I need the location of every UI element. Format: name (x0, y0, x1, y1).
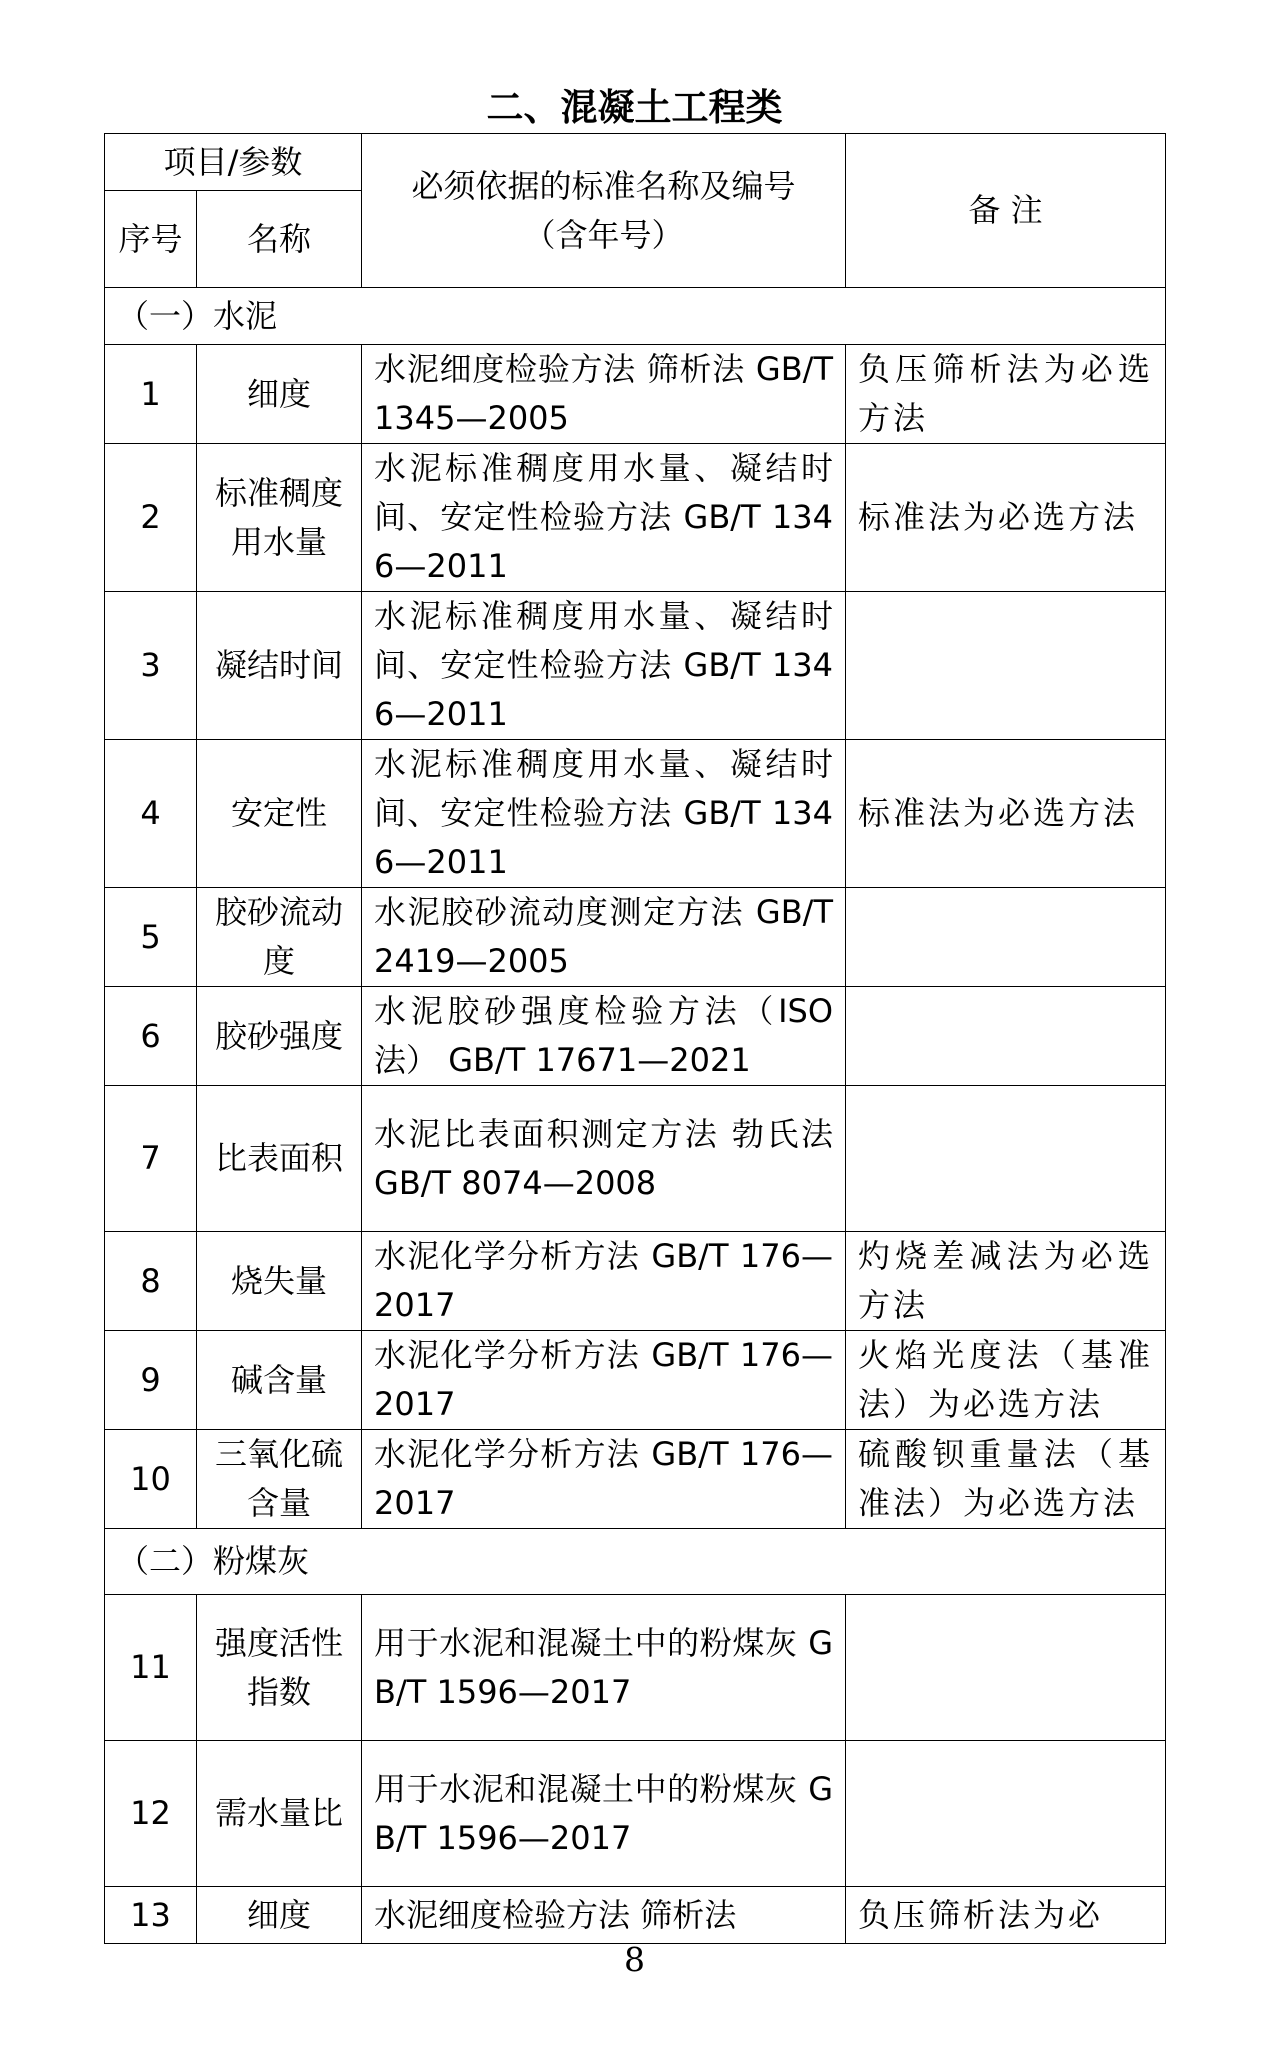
row-number: 1 (105, 345, 197, 444)
row-number: 5 (105, 888, 197, 987)
row-standard: 水泥细度检验方法 筛析法 GB/T 1345—2005 (362, 345, 846, 444)
table-row (105, 1887, 1166, 1944)
row-number: 9 (105, 1331, 197, 1430)
table-body (105, 134, 1166, 1944)
table-row (105, 888, 1166, 987)
table-row (105, 1741, 1166, 1887)
row-number: 10 (105, 1430, 197, 1529)
table-row (105, 1595, 1166, 1741)
table-row (105, 1331, 1166, 1430)
row-name: 碱含量 (197, 1331, 362, 1430)
row-remark (846, 888, 1166, 987)
section-row (105, 288, 1166, 345)
section-title: （一）水泥 (105, 288, 1166, 345)
row-remark: 负压筛析法为必 (846, 1887, 1166, 1944)
row-number: 2 (105, 444, 197, 592)
row-number: 7 (105, 1086, 197, 1232)
table-row (105, 592, 1166, 740)
row-remark (846, 1741, 1166, 1887)
row-remark: 标准法为必选方法 (846, 740, 1166, 888)
row-name: 需水量比 (197, 1741, 362, 1887)
table-row (105, 987, 1166, 1086)
table-row (105, 1086, 1166, 1232)
table-row (105, 444, 1166, 592)
row-number: 12 (105, 1741, 197, 1887)
row-number: 6 (105, 987, 197, 1086)
row-name: 凝结时间 (197, 592, 362, 740)
row-name: 比表面积 (197, 1086, 362, 1232)
header-standard (362, 134, 846, 288)
row-number: 13 (105, 1887, 197, 1944)
row-name: 细度 (197, 345, 362, 444)
section-title: （二）粉煤灰 (105, 1529, 1166, 1595)
row-remark: 灼烧差减法为必选方法 (846, 1232, 1166, 1331)
row-standard: 水泥细度检验方法 筛析法 (362, 1887, 846, 1944)
row-standard: 用于水泥和混凝土中的粉煤灰 GB/T 1596—2017 (362, 1741, 846, 1887)
row-standard: 水泥胶砂流动度测定方法 GB/T 2419—2005 (362, 888, 846, 987)
row-name: 强度活性指数 (197, 1595, 362, 1741)
row-number: 4 (105, 740, 197, 888)
row-standard: 水泥标准稠度用水量、凝结时间、安定性检验方法 GB/T 1346—2011 (362, 444, 846, 592)
row-standard: 水泥比表面积测定方法 勃氏法 GB/T 8074—2008 (362, 1086, 846, 1232)
row-remark (846, 987, 1166, 1086)
header-standard-line1: 必须依据的标准名称及编号 (411, 166, 796, 205)
row-number: 3 (105, 592, 197, 740)
row-standard: 水泥化学分析方法 GB/T 176—2017 (362, 1331, 846, 1430)
row-remark: 火焰光度法（基准法）为必选方法 (846, 1331, 1166, 1430)
header-name: 名称 (197, 191, 362, 288)
row-remark (846, 1595, 1166, 1741)
table-row (105, 345, 1166, 444)
row-name: 胶砂强度 (197, 987, 362, 1086)
row-standard: 水泥标准稠度用水量、凝结时间、安定性检验方法 GB/T 1346—2011 (362, 740, 846, 888)
page-title: 二、混凝土工程类 (486, 86, 783, 129)
row-remark (846, 1086, 1166, 1232)
row-standard: 水泥标准稠度用水量、凝结时间、安定性检验方法 GB/T 1346—2011 (362, 592, 846, 740)
row-name: 烧失量 (197, 1232, 362, 1331)
table-row (105, 740, 1166, 888)
page-number: 8 (624, 1940, 645, 1979)
row-remark: 标准法为必选方法 (846, 444, 1166, 592)
row-standard: 用于水泥和混凝土中的粉煤灰 GB/T 1596—2017 (362, 1595, 846, 1741)
row-name: 标准稠度用水量 (197, 444, 362, 592)
row-remark (846, 592, 1166, 740)
header-seq: 序号 (105, 191, 197, 288)
row-name: 细度 (197, 1887, 362, 1944)
table-row (105, 1232, 1166, 1331)
table-row (105, 1430, 1166, 1529)
row-remark: 负压筛析法为必选方法 (846, 345, 1166, 444)
row-number: 8 (105, 1232, 197, 1331)
row-name: 三氧化硫含量 (197, 1430, 362, 1529)
standards-table (104, 133, 1166, 1944)
row-name: 胶砂流动度 (197, 888, 362, 987)
row-standard: 水泥化学分析方法 GB/T 176—2017 (362, 1430, 846, 1529)
row-number: 11 (105, 1595, 197, 1741)
header-row-top (105, 134, 1166, 191)
header-remark: 备 注 (846, 134, 1166, 288)
row-standard: 水泥胶砂强度检验方法（ISO法） GB/T 17671—2021 (362, 987, 846, 1086)
header-item-param: 项目/参数 (105, 134, 362, 191)
section-row (105, 1529, 1166, 1595)
header-standard-line2: （含年号） (523, 215, 684, 254)
row-name: 安定性 (197, 740, 362, 888)
row-standard: 水泥化学分析方法 GB/T 176—2017 (362, 1232, 846, 1331)
row-remark: 硫酸钡重量法（基准法）为必选方法 (846, 1430, 1166, 1529)
